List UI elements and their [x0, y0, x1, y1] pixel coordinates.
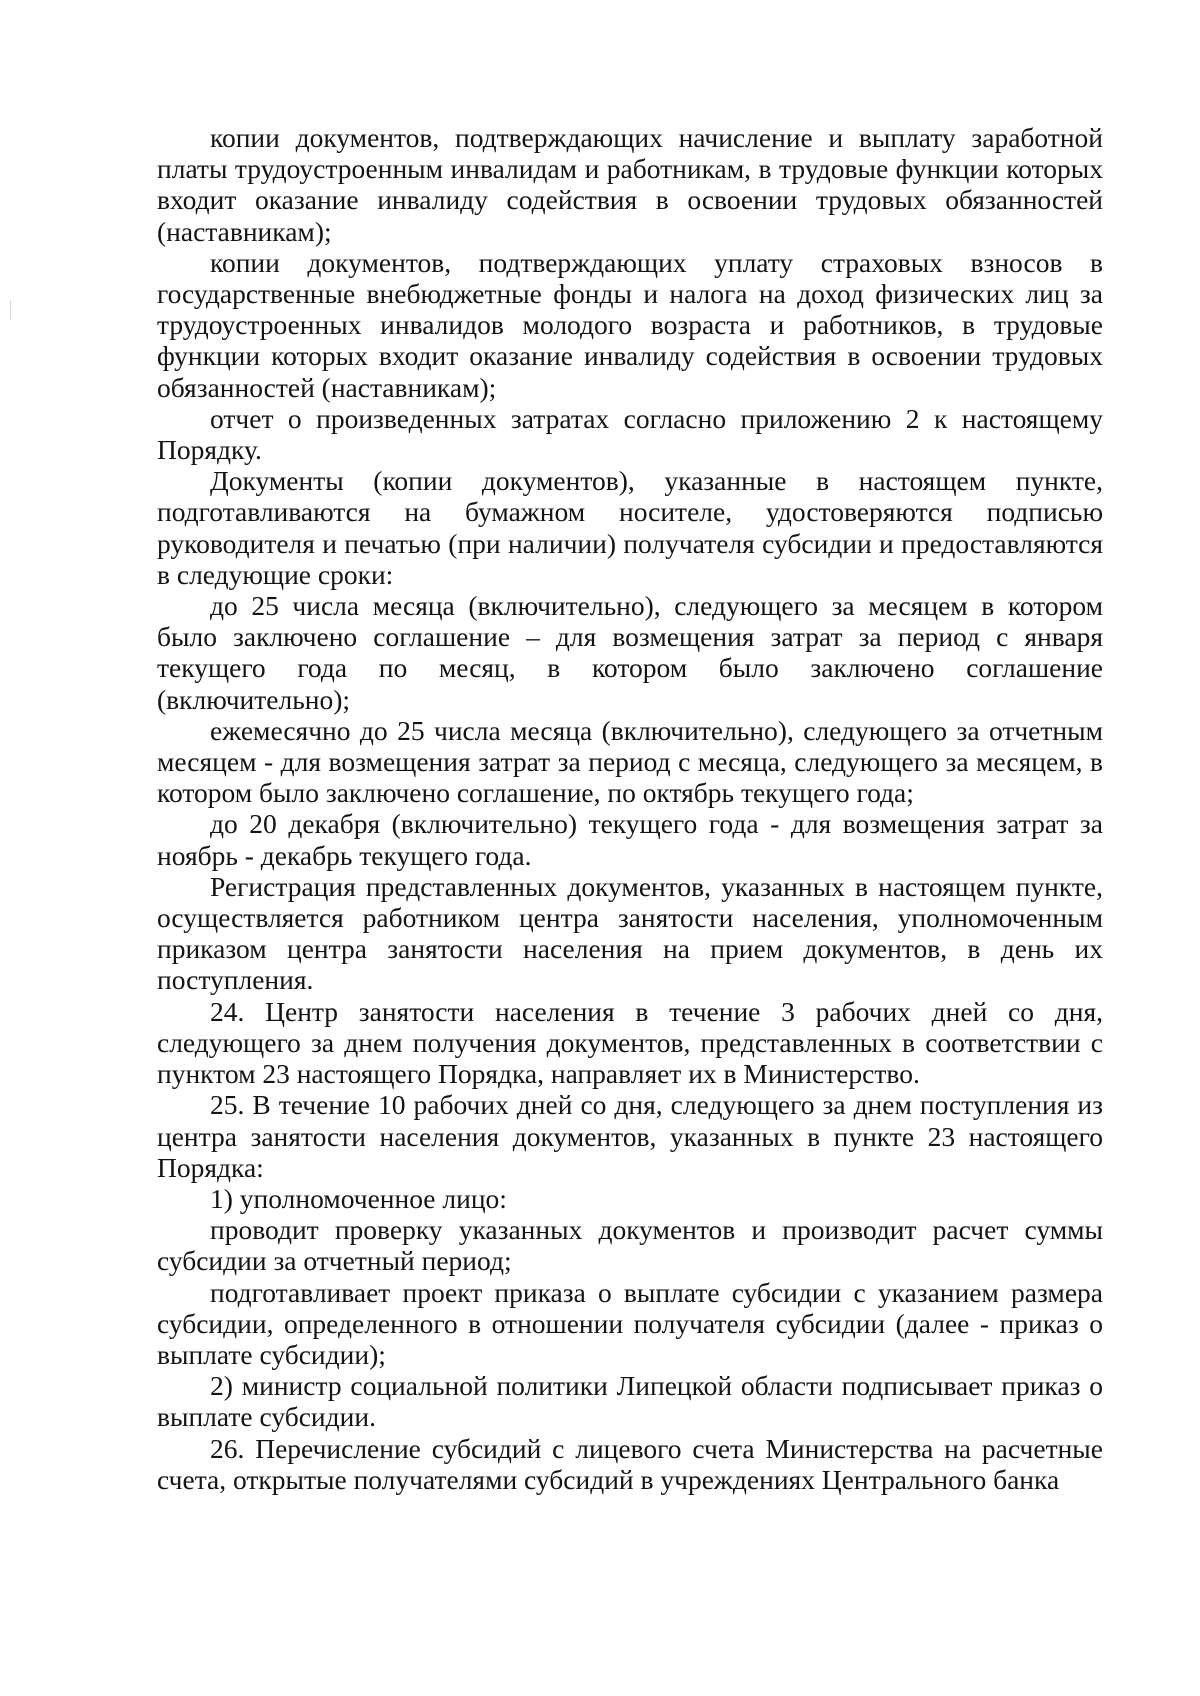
scan-artifact	[10, 300, 11, 320]
paragraph-draft-order: подготавливает проект приказа о выплате субсидии с указанием размера субсидии, определенного в отношении получателя субсидии (далее - приказ о выплате субсидии);	[157, 1276, 1103, 1370]
paragraph-expense-report: отчет о произведенных затратах согласно приложению 2 к настоящему Порядку.	[157, 402, 1103, 466]
paragraph-subitem-1: 1) уполномоченное лицо:	[210, 1182, 507, 1214]
paragraph-registration: Регистрация представленных документов, указанных в настоящем пункте, осуществляется работником центра занятости населения, уполномоченным приказом центра занятости населения на прием документов, в день их поступления.	[157, 870, 1103, 996]
paragraph-item-25: 25. В течение 10 рабочих дней со дня, следующего за днем поступления из центра занятости населения документов, указанных в пункте 23 настоящего Порядка:	[157, 1089, 1103, 1183]
paragraph-deadline-december: до 20 декабря (включительно) текущего года - для возмещения затрат за ноябрь - декабрь текущего года.	[157, 808, 1103, 871]
paragraph-item-24: 24. Центр занятости населения в течение 3 рабочих дней со дня, следующего за днем получения документов, представленных в соответствии с пунктом 23 настоящего Порядка, направляет их в Министерство.	[157, 995, 1103, 1090]
paragraph-item-26: 26. Перечисление субсидий с лицевого счета Министерства на расчетные счета, открытые получателями субсидий в учреждениях Центрального банка	[157, 1432, 1103, 1495]
paragraph-verification: проводит проверку указанных документов и производит расчет суммы субсидии за отчетный период;	[157, 1214, 1103, 1277]
paragraph-documents-preparation: Документы (копии документов), указанные в настоящем пункте, подготавливаются на бумажном носителе, удостоверяются подписью руководителя и печатью (при наличии) получателя субсидии и предоставляются в следующие сроки:	[157, 465, 1103, 590]
document-body	[157, 122, 1103, 1495]
paragraph-insurance-docs: копии документов, подтверждающих уплату страховых взносов в государственные внебюджетные фонды и налога на доход физических лиц за трудоустроенных инвалидов молодого возраста и работников, в трудовые функции которых входит оказание инвалиду содействия в освоении трудовых обязанностей (наставникам);	[157, 246, 1103, 403]
paragraph-monthly-deadline: ежемесячно до 25 числа месяца (включительно), следующего за отчетным месяцем - для возмещения затрат за период с месяца, следующего за месяцем, в котором было заключено соглашение, по октябрь текущего года;	[157, 714, 1103, 809]
paragraph-salary-docs: копии документов, подтверждающих начисление и выплату заработной платы трудоустроенным инвалидам и работникам, в трудовые функции которых входит оказание инвалиду содействия в освоении трудовых обязанностей (наставникам);	[157, 122, 1103, 247]
paragraph-deadline-25: до 25 числа месяца (включительно), следующего за месяцем в котором было заключено соглашение – для возмещения затрат за период с января текущего года по месяц, в котором было заключено соглашение (включительно);	[157, 590, 1103, 715]
paragraph-subitem-2: 2) министр социальной политики Липецкой области подписывает приказ о выплате субсидии.	[157, 1370, 1103, 1433]
